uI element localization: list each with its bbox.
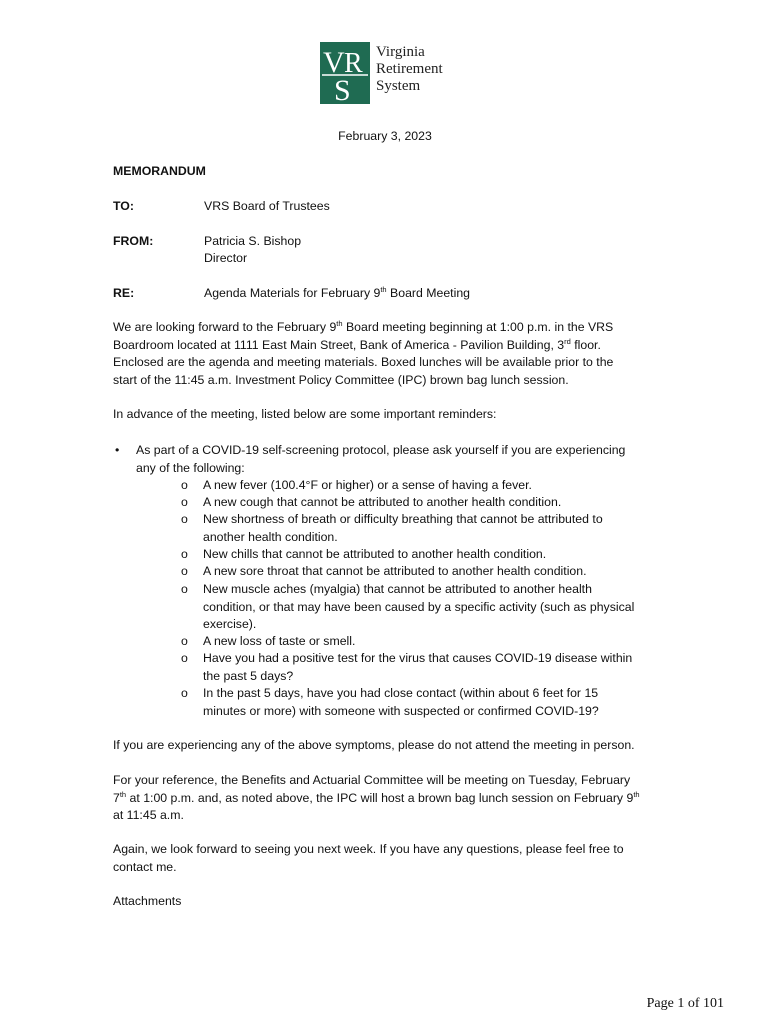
intro-line-3: Enclosed are the agenda and meeting materials. Boxed lunches will be available prior to the (113, 355, 614, 369)
to-label: TO: (113, 199, 134, 213)
bullet-text (136, 442, 625, 477)
logo-line-2: Retirement (376, 61, 443, 77)
vrs-logo-text (376, 44, 443, 95)
closing-line-2: contact me. (113, 859, 177, 874)
sub-bullet-icon: o (181, 547, 188, 561)
from-title: Director (204, 251, 248, 265)
vrs-logo (320, 42, 443, 104)
reminders-intro: In advance of the meeting, listed below are some important reminders: (113, 407, 497, 421)
from-label: FROM: (113, 234, 154, 248)
svg-text:R: R (344, 48, 363, 79)
memo-heading: MEMORANDUM (113, 164, 206, 178)
committee-line-2: 7th at 1:00 p.m. and, as noted above, the IPC will host a brown bag lunch session on February 9th (113, 789, 640, 805)
closing-paragraph (113, 841, 658, 876)
committee-paragraph (113, 772, 658, 825)
sub-bullet-icon: o (181, 564, 188, 578)
bullet-line-1: As part of a COVID-19 self-screening protocol, please ask yourself if you are experiencing (136, 443, 626, 457)
memo-page: V R S Virginia Retirement System February 3, 2023 MEMORANDUM TO: VRS Board of Trustees FROM: Patricia S. Bishop Director RE: Agenda Materials for February 9th Board Meeting We are looking forward to the February 9th Board meeting beginning at 1:00 p.m. in the VRS Boardroom located at 1111 East Main Street, Bank of America - Pavilion Building, 3rd floor. Enclosed are the agenda and meeting materials. Boxed lunches will be available prior to the start of the 11:45 a.m. Investment Policy Committee (IPC) brown bag lunch session. In advance of the meeting, listed below are some important reminders: • As part of a COVID-19 self-screening protocol, please ask yourself if you are experiencing any of the following: o A new fever (100.4°F or higher) or a sense of having a fever. o A new cough that cannot be attributed to another health condition. o New shortness of breath or difficulty breathing that cannot be attributed to another health condition. o New chills that cannot be attributed to another health condition. o A new sore throat that cannot be attributed to another health condition. o New muscle aches (myalgia) that cannot be attributed to another health condition, or that may have been caused by a specific activity (such as physical exercise). o A new loss of taste or smell. o Have you had a positive test for the virus that causes COVID-19 disease within the past 5 days? o In the past 5 days, have you had close contact (within about 6 feet for 15 minutes or more) with someone with suspected or confirmed COVID-19? If you are experiencing any of the above symptoms, please do not attend the meeting in person. For your reference, the Benefits and Actuarial Committee will be meeting on Tuesday, February 7th at 1:00 p.m. and, as noted above, the IPC will host a brown bag lunch session on February 9th at 11:45 a.m. Again, we look forward to seeing you next week. If you have any questions, please feel free to contact me. Attachments Page 1 of 101 (0, 0, 770, 1024)
from-name: Patricia S. Bishop (204, 234, 302, 248)
symptoms-warning: If you are experiencing any of the above symptoms, please do not attend the meeting in person. (113, 738, 635, 752)
sub-bullet-icon: o (181, 634, 188, 648)
logo-line-3: System (376, 78, 421, 94)
vrs-logo-mark (320, 42, 370, 104)
svg-text:S: S (334, 74, 351, 104)
closing-line-1: Again, we look forward to seeing you next week. If you have any questions, please feel free to (113, 842, 624, 856)
committee-line-3: at 11:45 a.m. (113, 808, 184, 822)
bullet-marker: • (115, 443, 120, 457)
re-label: RE: (113, 286, 135, 300)
bullet-line-2: any of the following: (136, 460, 245, 475)
logo-line-1: Virginia (376, 44, 425, 60)
svg-text:V: V (323, 46, 345, 79)
re-value: Agenda Materials for February 9th Board Meeting (204, 285, 471, 300)
sub-bullet-icon: o (181, 512, 188, 526)
intro-line-4: start of the 11:45 a.m. Investment Policy Committee (IPC) brown bag lunch session. (113, 372, 569, 387)
sub-bullet-icon: o (181, 686, 188, 700)
memo-date: February 3, 2023 (338, 129, 432, 143)
sub-bullet-icon: o (181, 582, 188, 596)
sub-bullet-icon: o (181, 495, 188, 509)
committee-line-1: For your reference, the Benefits and Actuarial Committee will be meeting on Tuesday, February (113, 773, 631, 787)
intro-line-2: Boardroom located at 1111 East Main Street, Bank of America - Pavilion Building, 3rd floor. (113, 336, 601, 352)
to-value: VRS Board of Trustees (204, 199, 330, 213)
page-number: Page 1 of 101 (646, 996, 724, 1011)
attachments-label: Attachments (113, 894, 182, 908)
intro-paragraph (113, 319, 658, 389)
intro-line-1: We are looking forward to the February 9th Board meeting beginning at 1:00 p.m. in the VRS (113, 319, 614, 334)
sub-bullet-icon: o (181, 478, 188, 492)
sub-bullet-icon: o (181, 651, 188, 665)
